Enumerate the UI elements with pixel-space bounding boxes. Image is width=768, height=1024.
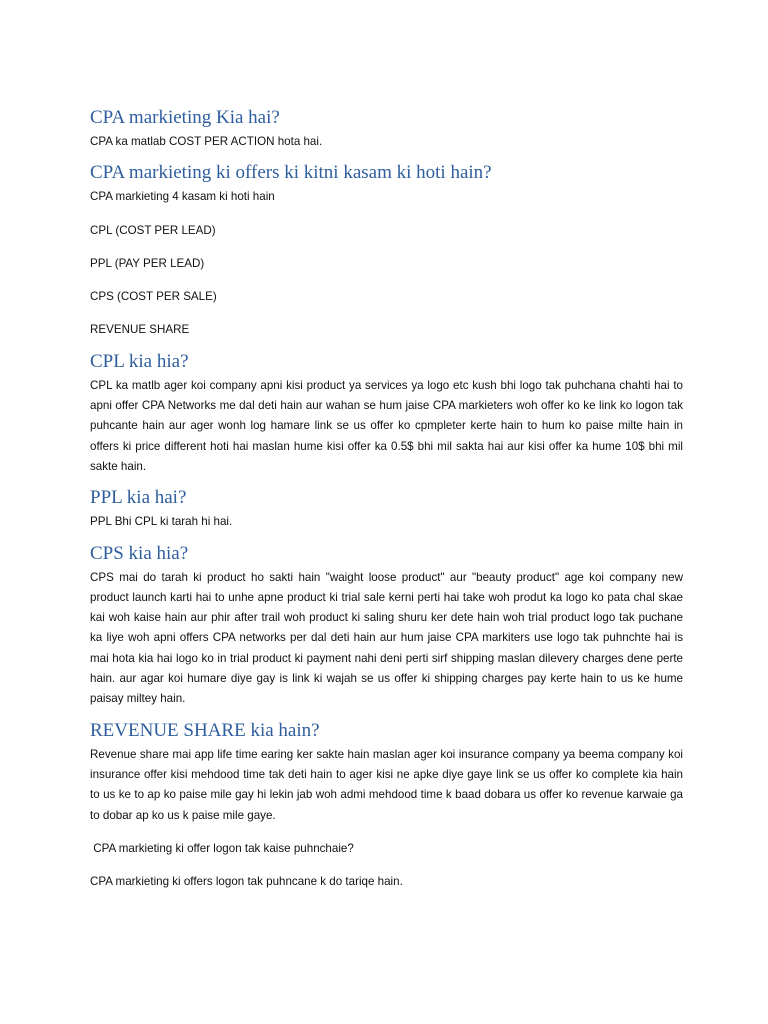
paragraph: Revenue share mai app life time earing ker sakte hain maslan ager koi insurance company ya beema company koi insurance offer kisi mehdood time tak deti hain to ager kisi ne apke diye gaye link se us offer ko complete kia hain to us ke to ap ko paise mile gay hi lekin jab woh admi mehdood time k baad dobara us offer ko revenue karwaie ga to dobar ap ko us k paise mile gaye. (90, 747, 683, 822)
list-item-revenue-share: REVENUE SHARE (90, 323, 190, 337)
list-item-cpl: CPL (COST PER LEAD) (90, 223, 216, 237)
paragraph: CPA markieting ki offer logon tak kaise puhnchaie? (90, 841, 354, 855)
paragraph: CPA ka matlab COST PER ACTION hota hai. (90, 135, 323, 148)
paragraph: CPA markieting ki offers logon tak puhncane k do tariqe hain. (90, 875, 403, 889)
heading-cps: CPS kia hia? (90, 542, 189, 564)
heading-cpl: CPL kia hia? (90, 350, 189, 372)
list-item-cps: CPS (COST PER SALE) (90, 290, 217, 304)
heading-ppl: PPL kia hai? (90, 487, 187, 509)
heading-cpa-marketing: CPA markieting Kia hai? (90, 107, 280, 128)
paragraph: PPL Bhi CPL ki tarah hi hai. (90, 515, 233, 529)
paragraph: CPA markieting 4 kasam ki hoti hain (90, 190, 275, 204)
heading-revenue-share: REVENUE SHARE kia hain? (90, 719, 320, 741)
list-item-ppl: PPL (PAY PER LEAD) (90, 256, 205, 270)
paragraph: CPS mai do tarah ki product ho sakti hain "waight loose product" aur "beauty product" age koi company new product launch karti hai to unhe apne product ki trial sale kerni perti hai take woh produt ka logo ko pata chal skae kai woh kaise hain aur phir after trail woh product ki saling shuru ker dete hain woh trial product logo tak puchane ka liye woh apni offers CPA networks per dal deti hain aur hum jaise CPA markiters use logo tak puhnchte hai is mai hota kia hai logo ko in trial product ki payment nahi deni perti sirf shipping maslan dilevery charges dene perte hain. aur agar koi humare diye gay is link ki wajah se us offer ki shipping charges pay kerte hain to us ke hume paisay miltey hain. (90, 570, 683, 706)
heading-offer-types: CPA markieting ki offers ki kitni kasam ki hoti hain? (90, 162, 492, 184)
paragraph: CPL ka matlb ager koi company apni kisi product ya services ya logo etc kush bhi logo tak puhchana chahti hai to apni offer CPA Networks me dal deti hain aur wahan se hum jaise CPA markieters woh offer ko ke link ko logon tak puhcante hain aur ager wonh log hamare link se us offer ko cpmpleter kerte hain to hum ko paise milte hain in offers ki price different hoti hai maslan hume kisi offer ka 0.5$ bhi mil sakta hai aur kisi offer ka hume 10$ bhi mil sakte hain. (90, 378, 683, 473)
